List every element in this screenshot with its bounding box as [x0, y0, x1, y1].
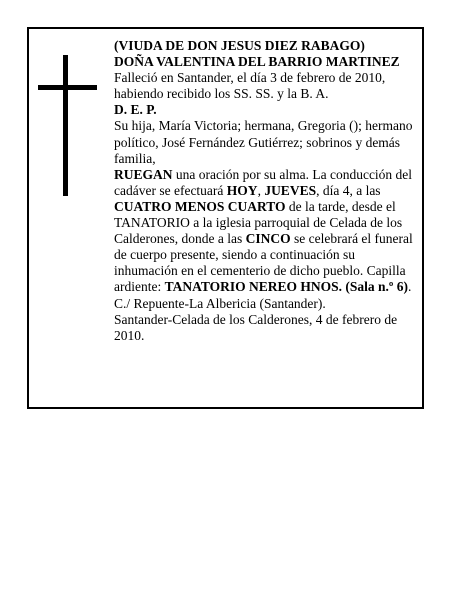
tanatorio-name: TANATORIO NEREO HNOS. (Sala n.º 6) — [164, 279, 408, 295]
hour-text: CUATRO MENOS CUARTO — [114, 198, 286, 214]
rip-line: D. E. P. — [114, 102, 157, 118]
death-line: Falleció en Santander, el día 3 de febrero de 2010, habiendo recibido los SS. SS. y la B. A. — [114, 70, 386, 102]
widow-heading: (VIUDA DE DON JESUS DIEZ RABAGO) — [114, 38, 365, 53]
cross-icon-bar — [38, 85, 97, 90]
deceased-name: DOÑA VALENTINA DEL BARRIO MARTINEZ — [114, 54, 400, 70]
cinco-word: CINCO — [245, 231, 291, 247]
obituary-notice-text — [114, 38, 419, 344]
ruegan-word: RUEGAN — [114, 166, 173, 182]
cross-icon — [63, 55, 68, 196]
family-line: Su hija, María Victoria; hermana, Gregoria (); hermano político, José Fernández Gutiérrez; sobrinos y demás familia, — [114, 118, 413, 166]
request-paragraph: RUEGAN una oración por su alma. La conducción del cadáver se efectuará HOY, JUEVES, día 4, a las CUATRO MENOS CUARTO de la tarde, desde el TANATORIO a la iglesia parroquial de Celada de los Calderones, donde a las CINCO se celebrará el funeral de cuerpo presente, siendo a continuación su inhumación en el cementerio de dicho pueblo. Capilla ardiente: TANATORIO NEREO HNOS. (Sala n.º 6). — [114, 166, 413, 295]
dateline: Santander-Celada de los Calderones, 4 de febrero de 2010. — [114, 311, 398, 343]
jueves-word: JUEVES — [264, 182, 317, 198]
address-line: C./ Repuente-La Albericia (Santander). — [114, 295, 326, 311]
hoy-word: HOY — [226, 182, 258, 198]
